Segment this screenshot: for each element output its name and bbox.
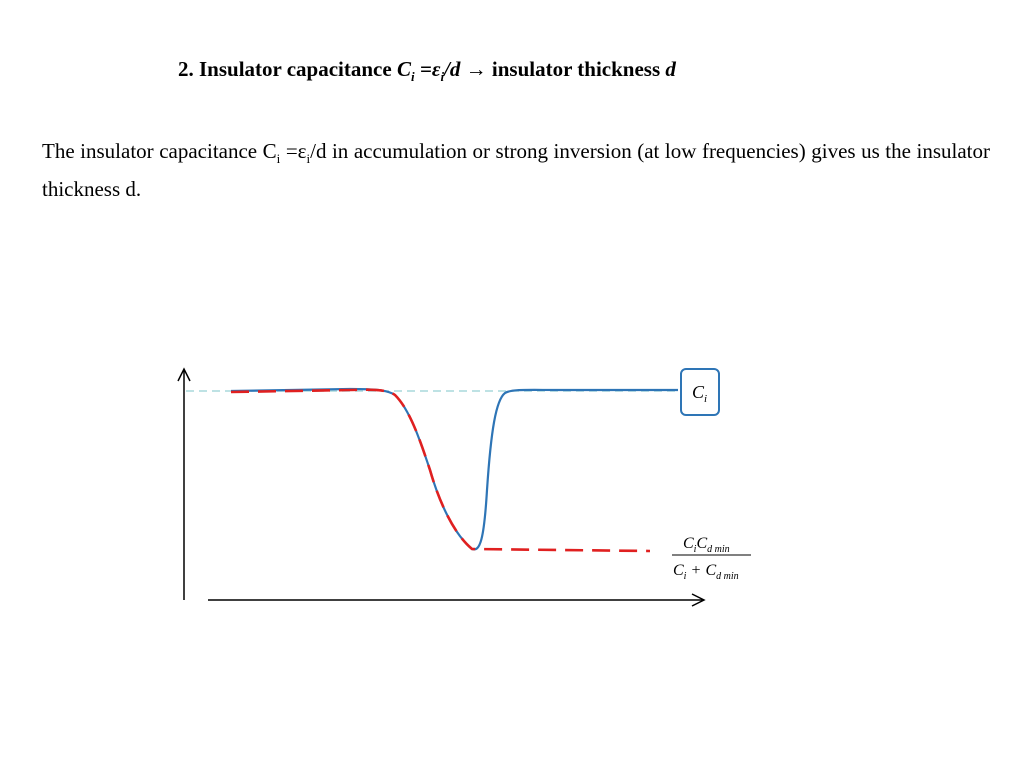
heading-suffix: insulator thickness (491, 57, 666, 81)
para-part3: /d in accumulation or strong inversion (at low frequencies) gives us the insulator thickness d. (42, 139, 990, 202)
heading-c-sub: i (410, 69, 415, 85)
para-part1: The insulator capacitance C (42, 139, 277, 163)
para-part2: =ε (280, 139, 307, 163)
heading-eps: ε (431, 57, 441, 81)
heading-prefix: 2. Insulator capacitance (178, 57, 397, 81)
heading-c: C (396, 57, 411, 81)
para-sub1: i (276, 151, 281, 167)
heading-slash-d: /d (444, 57, 461, 81)
low-frequency-curve (231, 390, 650, 551)
heading-arrow: → (460, 57, 492, 81)
high-frequency-curve (231, 389, 678, 549)
heading-eps-sub: i (440, 69, 445, 85)
ci-label: $C_i$ (692, 382, 708, 405)
formula-denominator: $C_i + C_{d min}$ (673, 562, 739, 582)
heading-eq: = (414, 57, 432, 81)
para-sub2: i (306, 151, 311, 167)
min-capacitance-formula (672, 535, 751, 582)
formula-numerator: $C_iC_{d min}$ (683, 535, 730, 555)
heading-d: d (665, 57, 676, 81)
